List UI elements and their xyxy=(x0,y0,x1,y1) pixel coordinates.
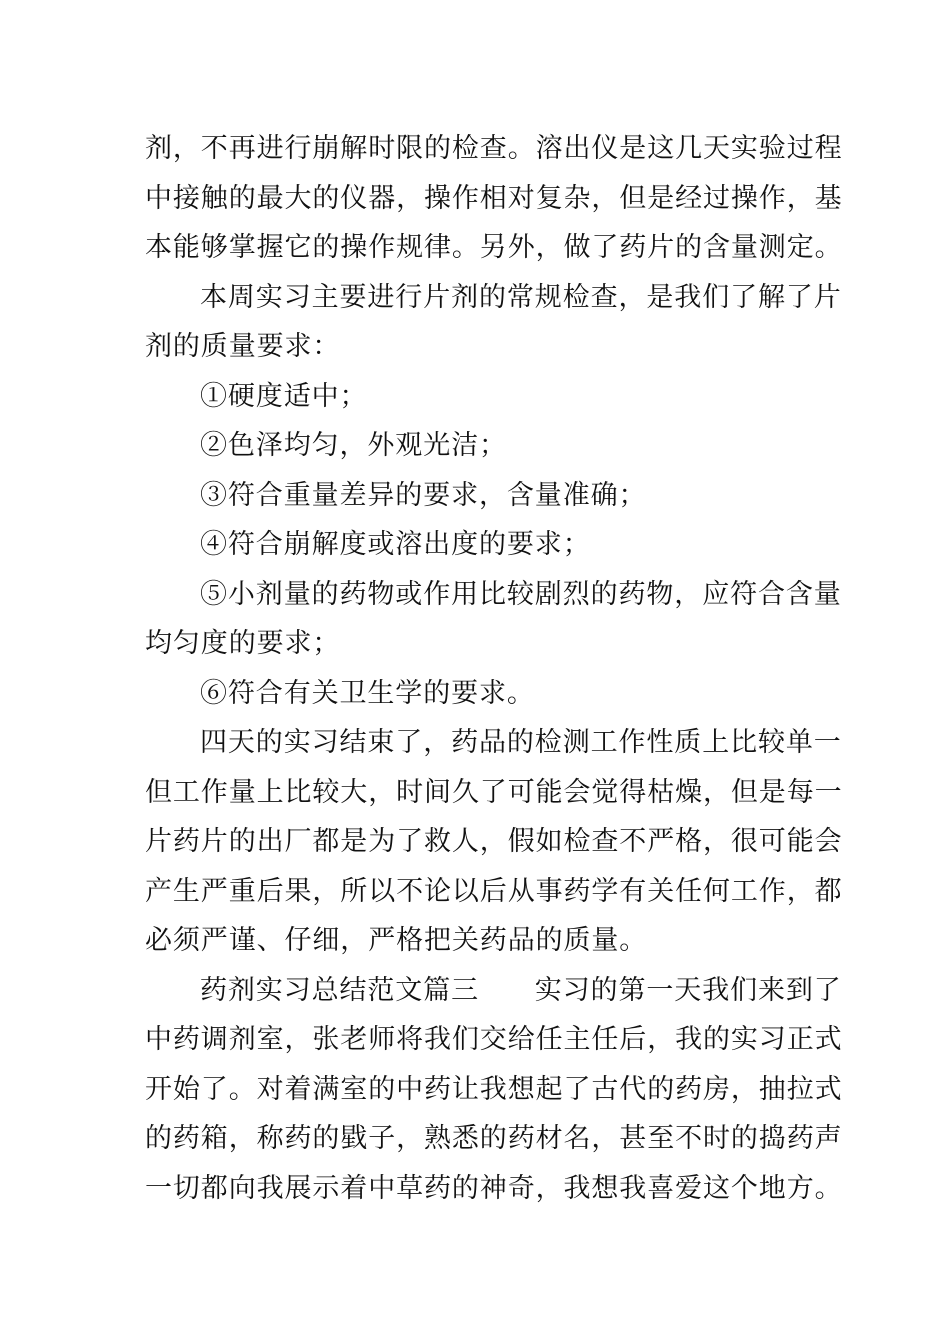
list-item-hygiene: ⑥符合有关卫生学的要求。 xyxy=(200,677,535,709)
paragraph-start-line: 四天的实习结束了，药品的检测工作性质上比较单一 xyxy=(200,727,842,758)
list-item-uniformity: ⑤小剂量的药物或作用比较剧烈的药物，应符合含量 xyxy=(200,578,842,610)
paragraph-start-line: 本周实习主要进行片剂的常规检查，是我们了解了片 xyxy=(200,281,842,313)
text-line: 片药片的出厂都是为了救人，假如检查不严格，很可能会 xyxy=(145,826,843,857)
text-line: 均匀度的要求； xyxy=(145,628,341,659)
section-heading-line: 药剂实习总结范文篇三 实习的第一天我们来到了 xyxy=(200,974,842,1006)
text-line: 本能够掌握它的操作规律。另外，做了药片的含量测定。 xyxy=(145,232,843,263)
text-line: 剂，不再进行崩解时限的检查。溶出仪是这几天实验过程 xyxy=(145,133,843,164)
text-line: 中接触的最大的仪器，操作相对复杂，但是经过操作，基 xyxy=(145,182,843,214)
list-item-disintegration: ④符合崩解度或溶出度的要求； xyxy=(200,529,591,560)
text-line: 的药箱，称药的戥子，熟悉的药材名，甚至不时的捣药声 xyxy=(145,1123,843,1154)
list-item-weight: ③符合重量差异的要求，含量准确； xyxy=(200,479,647,511)
text-line: 剂的质量要求： xyxy=(145,331,341,362)
text-line: 必须严谨、仔细，严格把关药品的质量。 xyxy=(145,925,648,956)
text-line: 但工作量上比较大，时间久了可能会觉得枯燥，但是每一 xyxy=(145,776,843,808)
list-item-hardness: ①硬度适中； xyxy=(200,380,368,412)
list-item-color: ②色泽均匀，外观光洁； xyxy=(200,430,507,461)
text-line: 开始了。对着满室的中药让我想起了古代的药房，抽拉式 xyxy=(145,1073,843,1105)
document-body xyxy=(145,124,843,1213)
text-line: 中药调剂室，张老师将我们交给任主任后，我的实习正式 xyxy=(145,1024,843,1055)
text-line: 产生严重后果，所以不论以后从事药学有关任何工作，都 xyxy=(145,875,843,907)
text-line: 一切都向我展示着中草药的神奇，我想我喜爱这个地方。 xyxy=(145,1172,843,1204)
